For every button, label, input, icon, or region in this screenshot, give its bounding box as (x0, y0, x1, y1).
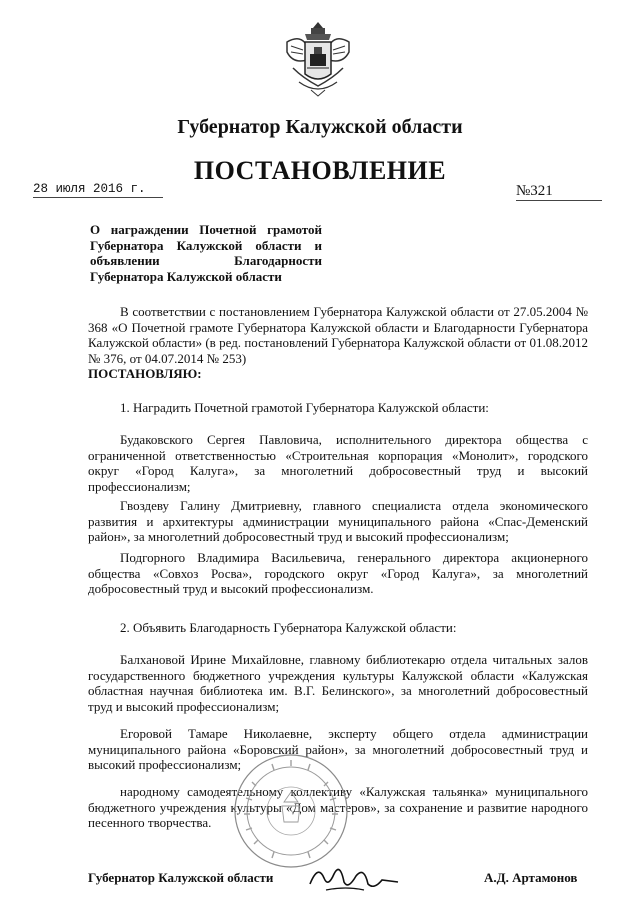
coat-of-arms-emblem (283, 20, 353, 100)
document-type-title: ПОСТАНОВЛЕНИЕ (193, 156, 447, 185)
item-2-heading: 2. Объявить Благодарность Губернатора Калужской области: (120, 620, 457, 635)
award-paragraph-3: Подгорного Владимира Васильевича, генерального директора акционерного общества «Совхоз Росва», городского округ «Город Калуга», за многолетний добросовестный труд и высокий профессионализм. (88, 550, 588, 597)
document-subject: О награждении Почетной грамотой Губернатора Калужской области и объявлении Благодарности Губернатора Калужской области (90, 222, 322, 284)
award-paragraph-2: Гвоздеву Галину Дмитриевну, главного специалиста отдела экономического развития и архитектуры администрации муниципального района «Спас-Деменский район», за многолетний добросовестный труд и высокий профессионализм; (88, 498, 588, 545)
round-seal-stamp (232, 752, 350, 870)
signatory-position: Губернатор Калужской области (88, 870, 274, 885)
thanks-paragraph-2: Егоровой Тамаре Николаевне, эксперту общего отдела администрации муниципального района «Боровский район», за многолетний добросовестный труд и высокий профессионализм; (88, 726, 588, 773)
preamble-paragraph: В соответствии с постановлением Губернатора Калужской области от 27.05.2004 № 368 «О Почетной грамоте Губернатора Калужской области и Благодарности Губернатора Калужской области» (в ред. постановлений Губернатора Калужской области от 01.08.2012 № 376, от 04.07.2014 № 253) (88, 304, 588, 366)
issuing-authority: Губернатор Калужской области (177, 116, 463, 138)
document-number: №321 (516, 183, 602, 201)
decree-word: ПОСТАНОВЛЯЮ: (88, 366, 202, 381)
signatory-name: А.Д. Артамонов (484, 870, 578, 885)
handwritten-signature (306, 860, 402, 894)
thanks-paragraph-1: Балхановой Ирине Михайловне, главному библиотекарю отдела читальных залов государственного бюджетного учреждения культуры Калужской области «Калужская областная научная библиотека им. В.Г. Белинского», за многолетний добросовестный труд и высокий профессионализм; (88, 652, 588, 714)
item-1-heading: 1. Наградить Почетной грамотой Губернатора Калужской области: (120, 400, 489, 415)
award-paragraph-1: Будаковского Сергея Павловича, исполнительного директора общества с ограниченной ответственностью «Строительная корпорация «Монолит», городского округ «Город Калуга», за многолетний добросовестный труд и высокий профессионализм; (88, 432, 588, 494)
document-date: 28 июля 2016 г. (33, 182, 163, 198)
thanks-paragraph-3: народному самодеятельному коллективу «Калужская тальянка» муниципального бюджетного учреждения культуры «Дом мастеров», за сохранение и развитие народного песенного творчества. (88, 784, 588, 831)
